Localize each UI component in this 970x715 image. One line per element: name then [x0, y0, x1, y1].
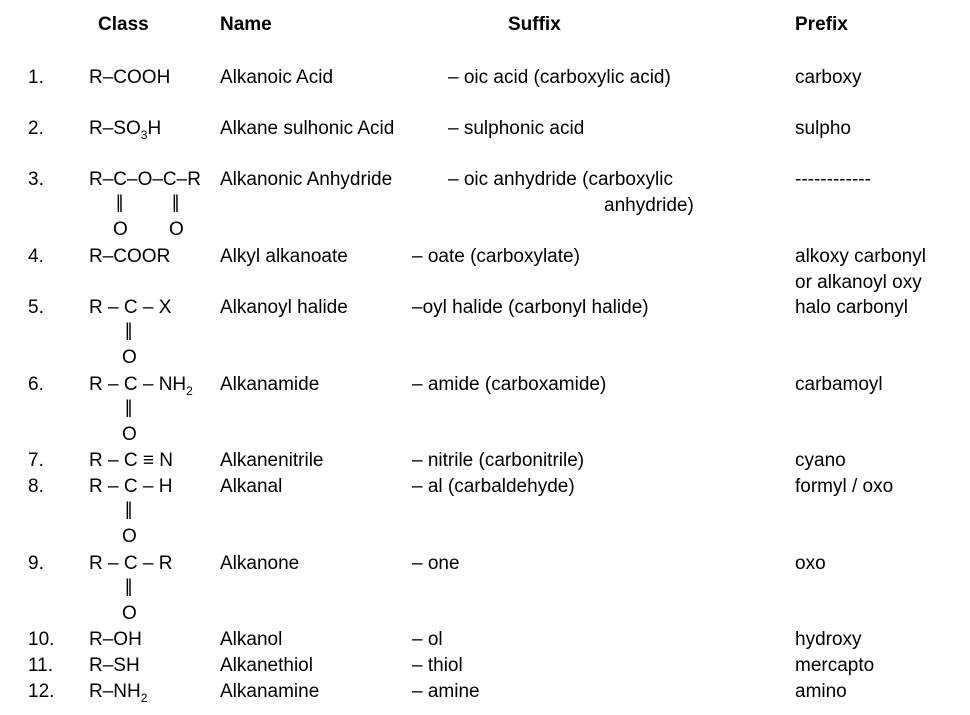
class-formula: R–SH	[89, 655, 140, 676]
prefix: halo carbonyl	[795, 297, 909, 318]
row-number: 8.	[28, 476, 44, 497]
prefix: oxo	[795, 553, 826, 574]
row-number: 9.	[28, 553, 44, 574]
class-formula	[89, 681, 147, 703]
row-number: 2.	[28, 118, 44, 139]
suffix: – one	[412, 553, 460, 574]
formula-part: H	[147, 118, 162, 139]
class-formula: R–C–O–C–R	[89, 169, 201, 190]
suffix: – sulphonic acid	[448, 118, 585, 139]
formula-subscript: 3	[140, 128, 148, 142]
class-name: Alkanamide	[220, 374, 320, 395]
class-formula: R – C – X	[89, 297, 172, 318]
row-number: 7.	[28, 450, 44, 471]
class-formula: R–COOR	[89, 246, 171, 267]
suffix: – oic acid (carboxylic acid)	[448, 67, 671, 88]
formula-part: R–NH	[89, 681, 141, 702]
prefix: ------------	[795, 169, 871, 190]
prefix: alkoxy carbonyl	[795, 246, 926, 267]
double-bond: ||	[125, 320, 131, 340]
class-name: Alkanoic Acid	[220, 67, 334, 88]
prefix: hydroxy	[795, 629, 862, 650]
prefix: sulpho	[795, 118, 851, 139]
row-number: 12.	[28, 681, 55, 702]
class-formula: R – C ≡ N	[89, 450, 173, 471]
header-class: Class	[98, 14, 149, 35]
prefix: carboxy	[795, 67, 862, 88]
class-name: Alkanenitrile	[220, 450, 324, 471]
formula-subscript: 2	[140, 691, 148, 705]
formula-part: R – C – NH	[89, 374, 187, 395]
class-name: Alkanamine	[220, 681, 320, 702]
header-suffix: Suffix	[508, 14, 561, 35]
suffix: – ol	[412, 629, 443, 650]
suffix-continued: anhydride)	[604, 195, 694, 216]
suffix: – thiol	[412, 655, 463, 676]
class-formula: R – C – H	[89, 476, 173, 497]
class-name: Alkyl alkanoate	[220, 246, 348, 267]
class-formula	[89, 118, 161, 140]
class-name: Alkanethiol	[220, 655, 313, 676]
double-bond: ||	[172, 192, 178, 212]
double-bond: ||	[125, 397, 131, 417]
row-number: 6.	[28, 374, 44, 395]
class-name: Alkanone	[220, 553, 300, 574]
row-number: 4.	[28, 246, 44, 267]
class-name: Alkanol	[220, 629, 283, 650]
row-number: 10.	[28, 629, 55, 650]
row-number: 5.	[28, 297, 44, 318]
carbonyl-oxygen: O	[122, 424, 137, 445]
double-bond: ||	[125, 499, 131, 519]
row-number: 1.	[28, 67, 44, 88]
prefix: amino	[795, 681, 847, 702]
class-name: Alkanoyl halide	[220, 297, 348, 318]
suffix: – oate (carboxylate)	[412, 246, 580, 267]
class-formula: R–COOH	[89, 67, 171, 88]
row-number: 3.	[28, 169, 44, 190]
carbonyl-oxygen: O	[169, 219, 184, 240]
class-name: Alkanal	[220, 476, 283, 497]
carbonyl-oxygen: O	[113, 219, 128, 240]
row-number: 11.	[28, 655, 54, 676]
suffix: –oyl halide (carbonyl halide)	[412, 297, 649, 318]
prefix-continued: or alkanoyl oxy	[795, 272, 922, 293]
prefix: mercapto	[795, 655, 875, 676]
carbonyl-oxygen: O	[122, 526, 137, 547]
class-formula: R – C – R	[89, 553, 173, 574]
suffix: – nitrile (carbonitrile)	[412, 450, 585, 471]
suffix: – al (carbaldehyde)	[412, 476, 575, 497]
header-prefix: Prefix	[795, 14, 848, 35]
carbonyl-oxygen: O	[122, 347, 137, 368]
prefix: formyl / oxo	[795, 476, 894, 497]
class-name: Alkane sulhonic Acid	[220, 118, 395, 139]
header-name: Name	[220, 14, 272, 35]
carbonyl-oxygen: O	[122, 603, 137, 624]
suffix: – amide (carboxamide)	[412, 374, 607, 395]
formula-subscript: 2	[186, 384, 193, 398]
class-name: Alkanonic Anhydride	[220, 169, 393, 190]
double-bond: ||	[116, 192, 122, 212]
suffix: – amine	[412, 681, 480, 702]
formula-part: R–SO	[89, 118, 141, 139]
suffix: – oic anhydride (carboxylic	[448, 169, 673, 190]
class-formula: R–OH	[89, 629, 142, 650]
prefix: cyano	[795, 450, 846, 471]
class-formula	[89, 374, 193, 396]
prefix: carbamoyl	[795, 374, 883, 395]
double-bond: ||	[125, 576, 131, 596]
